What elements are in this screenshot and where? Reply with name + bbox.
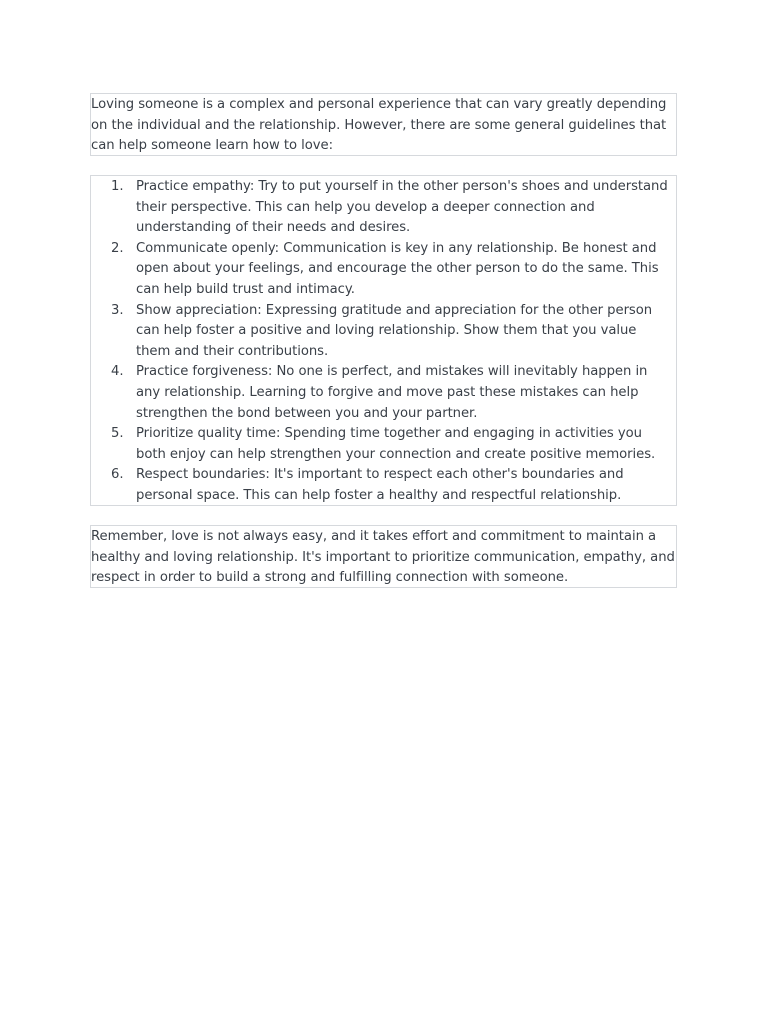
list-item-number: 6. — [111, 467, 124, 483]
closing-paragraph-box — [90, 525, 677, 588]
list-item-text: Prioritize quality time: Spending time together and engaging in activities you both enjoy can help strengthen your connection and create positive memories. — [136, 426, 656, 462]
list-item — [91, 177, 676, 239]
list-item-text: Practice empathy: Try to put yourself in the other person's shoes and understand their perspective. This can help you develop a deeper connection and understanding of their needs and desires. — [136, 179, 668, 236]
list-item-text: Practice forgiveness: No one is perfect, and mistakes will inevitably happen in any relationship. Learning to forgive and move past these mistakes can help strengthen the bond between you and your partner. — [136, 364, 648, 421]
intro-paragraph: Loving someone is a complex and personal experience that can vary greatly depending on the individual and the relationship. However, there are some general guidelines that can help someone learn how to love: — [91, 97, 667, 154]
guidelines-list — [91, 177, 676, 507]
closing-paragraph: Remember, love is not always easy, and it takes effort and commitment to maintain a healthy and loving relationship. It's important to prioritize communication, empathy, and respect in order to build a strong and fulfilling connection with someone. — [91, 529, 675, 586]
intro-paragraph-box — [90, 93, 677, 156]
list-item — [91, 465, 676, 506]
list-item-text: Communicate openly: Communication is key in any relationship. Be honest and open about your feelings, and encourage the other person to do the same. This can help build trust and intimacy. — [136, 240, 659, 297]
list-item-number: 5. — [111, 426, 124, 442]
list-item-number: 2. — [111, 240, 124, 256]
list-item-text: Show appreciation: Expressing gratitude and appreciation for the other person can help foster a positive and loving relationship. Show them that you value them and their contributions. — [136, 302, 653, 359]
list-item — [91, 424, 676, 465]
list-item — [91, 362, 676, 424]
guidelines-list-box — [90, 175, 677, 506]
list-item-number: 4. — [111, 364, 124, 380]
list-item-number: 3. — [111, 302, 124, 318]
list-item-number: 1. — [111, 179, 124, 194]
list-item — [91, 301, 676, 363]
list-item-text: Respect boundaries: It's important to respect each other's boundaries and personal space. This can help foster a healthy and respectful relationship. — [136, 467, 624, 503]
list-item — [91, 239, 676, 301]
